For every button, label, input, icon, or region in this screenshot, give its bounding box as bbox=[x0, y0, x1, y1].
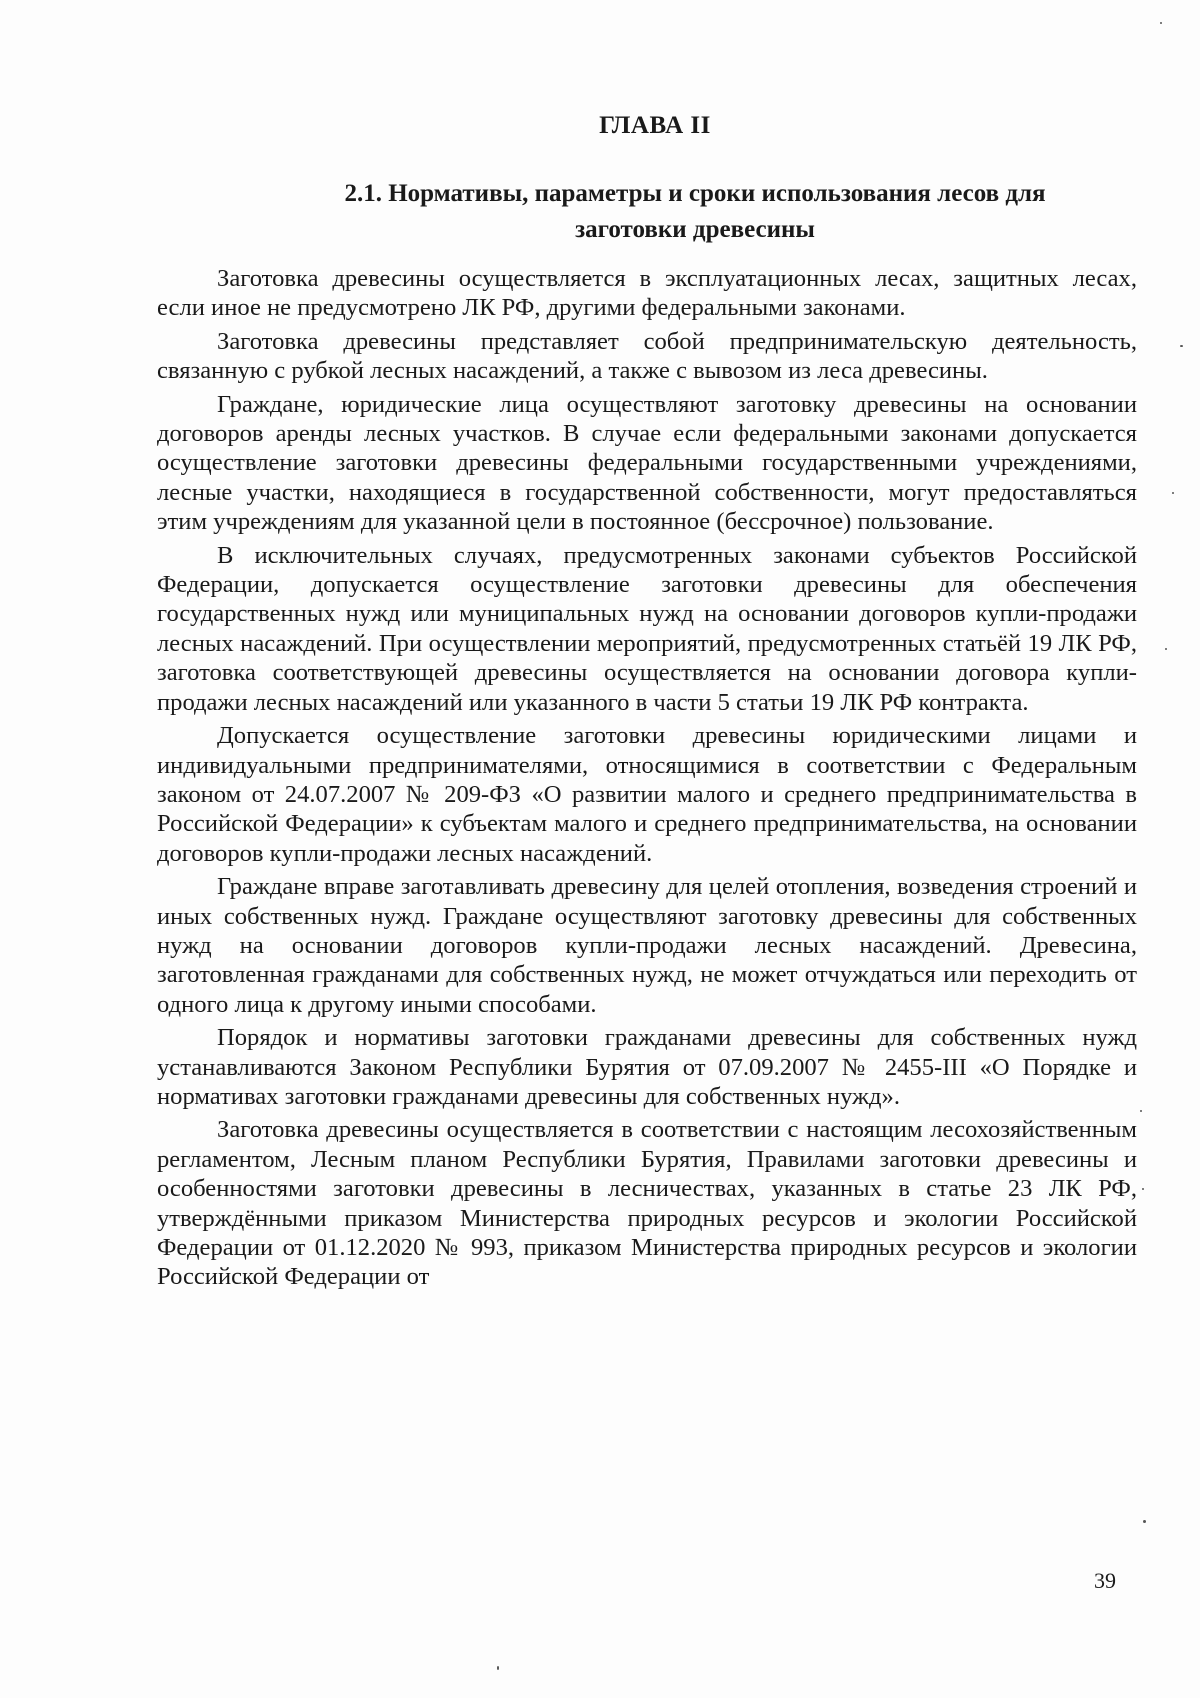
scan-speck bbox=[1160, 22, 1162, 24]
section-title-line-1: 2.1. Нормативы, параметры и сроки использования лесов для bbox=[344, 180, 1046, 207]
paragraph-3: Граждане, юридические лица осуществляют заготовку древесины на основании договоров аренды лесных участков. В случае если федеральными законами допускается осуществление заготовки древесины федеральными государственными учреждениями, лесные участки, находящиеся в государственной собственности, могут предоставляться этим учреждениям для указанной цели в постоянное (бессрочное) пользование. bbox=[157, 390, 1137, 536]
scan-speck bbox=[1143, 1520, 1146, 1523]
scan-speck bbox=[1142, 1188, 1144, 1190]
paragraph-6: Граждане вправе заготавливать древесину для целей отопления, возведения строений и иных собственных нужд. Граждане осуществляют заготовку древесины для собственных нужд на основании договоров купли-продажи лесных насаждений. Древесина, заготовленная гражданами для собственных нужд, не может отчуждаться или переходить от одного лица к другому иными способами. bbox=[157, 873, 1137, 1018]
section-title-line-2: заготовки древесины bbox=[575, 216, 815, 243]
scan-speck bbox=[1180, 345, 1183, 347]
paragraph-5: Допускается осуществление заготовки древесины юридическими лицами и индивидуальными предпринимателями, относящимися в соответствии с Федеральным законом от 24.07.2007 № 209-ФЗ «О развитии малого и среднего предпринимательства в Российской Федерации» к субъектам малого и среднего предпринимательства, на основании договоров купли-продажи лесных насаждений. bbox=[157, 722, 1137, 867]
chapter-title: ГЛАВА II bbox=[599, 112, 711, 139]
scan-speck bbox=[1140, 1110, 1142, 1112]
scan-speck bbox=[497, 1666, 499, 1670]
paragraph-7: Порядок и нормативы заготовки гражданами древесины для собственных нужд устанавливаются Законом Республики Бурятия от 07.09.2007 № 2455-III «О Порядке и нормативах заготовки гражданами древесины для собственных нужд». bbox=[157, 1024, 1137, 1110]
paragraph-2: Заготовка древесины представляет собой предпринимательскую деятельность, связанную с рубкой лесных насаждений, а также с вывозом из леса древесины. bbox=[157, 327, 1137, 385]
scan-speck bbox=[1172, 492, 1174, 494]
body-text bbox=[157, 264, 1137, 1292]
scan-speck bbox=[1165, 648, 1167, 650]
section-title bbox=[270, 176, 1120, 248]
paragraph-8: Заготовка древесины осуществляется в соответствии с настоящим лесохозяйственным регламентом, Лесным планом Республики Бурятия, Правилами заготовки древесины и особенностями заготовки древесины в лесничествах, указанных в статье 23 ЛК РФ, утверждёнными приказом Министерства природных ресурсов и экологии Российской Федерации от 01.12.2020 № 993, приказом Министерства природных ресурсов и экологии Российской Федерации от bbox=[157, 1116, 1137, 1291]
paragraph-1: Заготовка древесины осуществляется в эксплуатационных лесах, защитных лесах, если иное не предусмотрено ЛК РФ, другими федеральными законами. bbox=[157, 265, 1137, 322]
paragraph-4: В исключительных случаях, предусмотренных законами субъектов Российской Федерации, допускается осуществление заготовки древесины для обеспечения государственных нужд или муниципальных нужд на основании договоров купли-продажи лесных насаждений. При осуществлении мероприятий, предусмотренных статьёй 19 ЛК РФ, заготовка соответствующей древесины осуществляется на основании договора купли-продажи лесных насаждений или указанного в части 5 статьи 19 ЛК РФ контракта. bbox=[157, 541, 1137, 716]
page-number: 39 bbox=[1094, 1568, 1116, 1593]
